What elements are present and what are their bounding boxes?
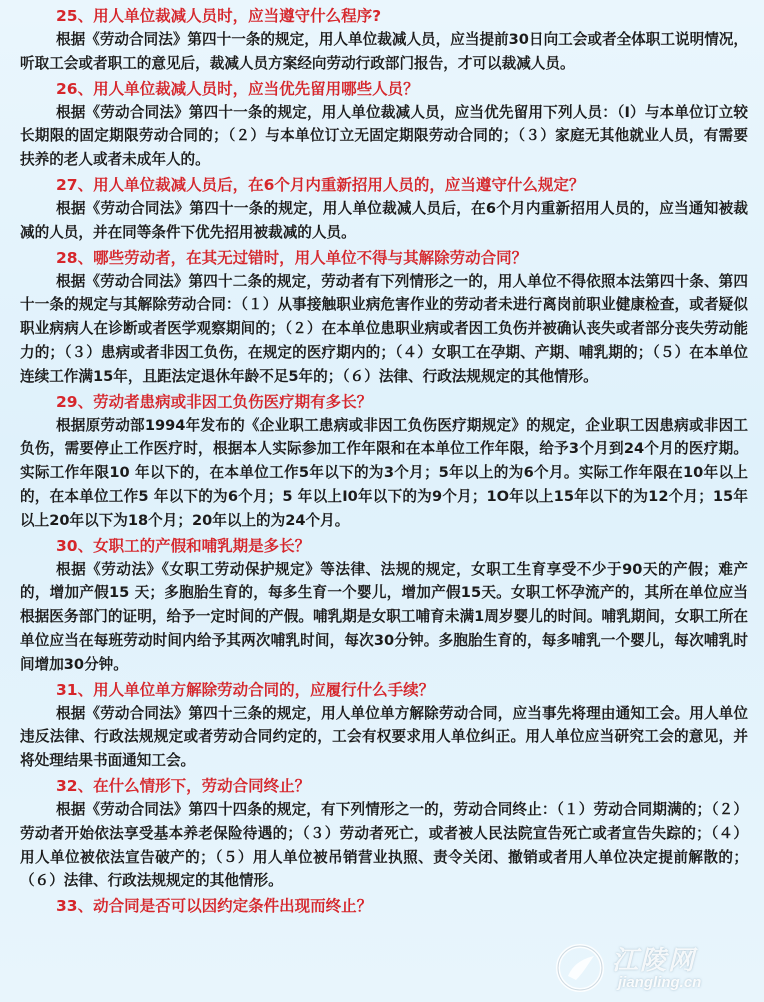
question-33-heading: 33、动合同是否可以因约定条件出现而终止？ <box>56 897 373 916</box>
jiangling-logo-icon <box>554 942 606 994</box>
question-29-heading: 29、劳动者患病或非因工负伤医疗期有多长？ <box>56 392 373 411</box>
question-28-heading: 28、哪些劳动者，在其无过错时，用人单位不得与其解除劳动合同？ <box>56 248 528 267</box>
question-27-heading: 27、用人单位裁减人员后，在6个月内重新招用人员的，应当遵守什么规定？ <box>56 175 585 194</box>
answer-27-paragraph: 根据《劳动合同法》第四十一条的规定，用人单位裁减人员后，在6个月内重新招用人员的，应当通知被裁减的人员，并在同等条件下优先招用被裁减的人员。 <box>20 199 748 241</box>
watermark-site-name: 江陵网 <box>612 946 697 976</box>
question-31-heading: 31、用人单位单方解除劳动合同的，应履行什么手续？ <box>56 680 435 699</box>
answer-29-paragraph: 根据原劳动部1994年发布的《企业职工患病或非因工负伤医疗期规定》的规定，企业职工因患病或非因工负伤，需要停止工作医疗时，根据本人实际参加工作年限和在本单位工作年限，给予3个月到24个月的医疗期。实际工作年限10 年以下的，在本单位工作5年以下的为3个月；5年以上的为6个月。实际工作年限在10年以上的，在本单位工作5 年以下的为6个月；5 年以上I0年以下的为9个月；1O年以上15年以下的为12个月；15年以上20年以下为18个月；20年以上的为24个月。 <box>20 416 748 529</box>
question-32-heading: 32、在什么情形下，劳动合同终止？ <box>56 776 311 795</box>
question-30-heading: 30、女职工的产假和哺乳期是多长？ <box>56 536 311 555</box>
answer-31-paragraph: 根据《劳动合同法》第四十三条的规定，用人单位单方解除劳动合同，应当事先将理由通知工会。用人单位违反法律、行政法规规定或者劳动合同约定的，工会有权要求用人单位纠正。用人单位应当研究工会的意见，并将处理结果书面通知工会。 <box>20 704 748 770</box>
answer-32-paragraph: 根据《劳动合同法》第四十四条的规定，有下列情形之一的，劳动合同终止：（１）劳动合同期满的；（２）劳动者开始依法享受基本养老保险待遇的；（３）劳动者死亡，或者被人民法院宣告死亡或者宣告失踪的；（４）用人单位被依法宣告破产的；（５）用人单位被吊销营业执照、责令关闭、撤销或者用人单位决定提前解散的；（６）法律、行政法规规定的其他情形。 <box>20 800 748 890</box>
answer-30-paragraph: 根据《劳动法》《女职工劳动保护规定》等法律、法规的规定，女职工生育享受不少于90天的产假；难产的，增加产假15 天；多胞胎生育的，每多生育一个婴儿，增加产假15天。女职工怀孕流产的，其所在单位应当根据医务部门的证明，给予一定时间的产假。哺乳期是女职工哺育未满1周岁婴儿的时间。哺乳期间，女职工所在单位应当在每班劳动时间内给予其两次哺乳时间，每次30分钟。多胞胎生育的，每多哺乳一个婴儿，每次哺乳时间增加30分钟。 <box>20 560 748 673</box>
answer-26-paragraph: 根据《劳动合同法》第四十一条的规定，用人单位裁减人员，应当优先留用下列人员：（Ⅰ）与本单位订立较长期限的固定期限劳动合同的；（２）与本单位订立无固定期限劳动合同的；（３）家庭无其他就业人员，有需要扶养的老人或者未成年人的。 <box>20 103 748 169</box>
watermark-domain: jiangling.cn <box>618 974 702 991</box>
question-25-heading: 25、用人单位裁减人员时，应当遵守什么程序? <box>56 7 382 25</box>
answer-28-paragraph: 根据《劳动合同法》第四十二条的规定，劳动者有下列情形之一的，用人单位不得依照本法第四十条、第四十一条的规定与其解除劳动合同：（１）从事接触职业病危害作业的劳动者未进行离岗前职业健康检查，或者疑似职业病病人在诊断或者医学观察期间的；（２）在本单位患职业病或者因工负伤并被确认丧失或者部分丧失劳动能力的；（３）患病或者非因工负伤，在规定的医疗期内的；（４）女职工在孕期、产期、哺乳期的；（５）在本单位连续工作满15年，且距法定退休年龄不足5年的；（６）法律、行政法规规定的其他情形。 <box>20 272 748 385</box>
question-26-heading: 26、用人单位裁减人员时，应当优先留用哪些人员？ <box>56 79 419 98</box>
answer-25-paragraph: 根据《劳动合同法》第四十一条的规定，用人单位裁减人员，应当提前30日向工会或者全体职工说明情况，听取工会或者职工的意见后，裁减人员方案经向劳动行政部门报告，才可以裁减人员。 <box>20 31 748 72</box>
site-watermark <box>554 940 754 996</box>
